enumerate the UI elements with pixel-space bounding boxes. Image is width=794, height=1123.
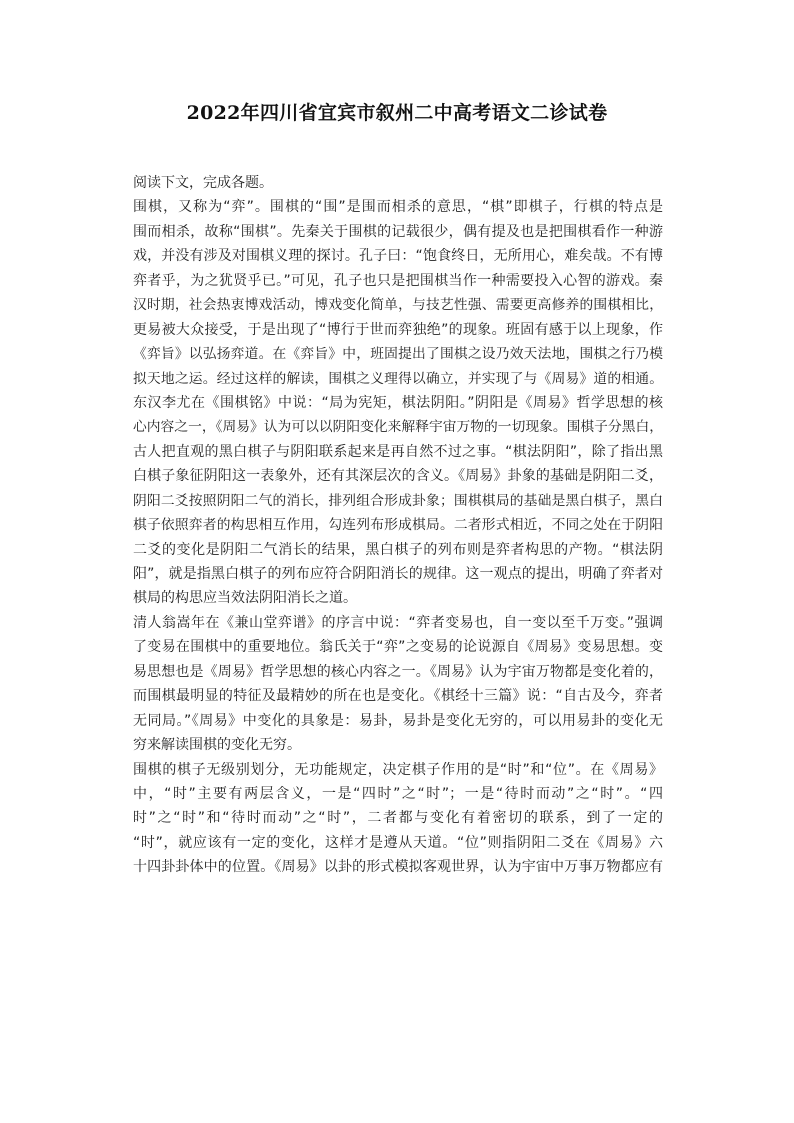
- text-line: “时”，就应该有一定的变化，这样才是遵从天道。“位”则指阴阳二爻在《周易》六: [133, 834, 663, 851]
- text-line: 十四卦卦体中的位置。《周易》以卦的形式模拟客观世界，认为宇宙中万事万物都应有: [133, 859, 663, 876]
- text-line: 弈者乎，为之犹贤乎已。”可见，孔子也只是把围棋当作一种需要投入心智的游戏。秦: [133, 272, 663, 289]
- text-line: 围而相杀，故称“围棋”。先秦关于围棋的记载很少，偶有提及也是把围棋看作一种游: [133, 223, 663, 240]
- text-line: 东汉李尤在《围棋铭》中说：“局为宪矩，棋法阴阳。”阴阳是《周易》哲学思想的核: [133, 394, 663, 411]
- text-line: 白棋子象征阴阳这一表象外，还有其深层次的含义。《周易》卦象的基础是阴阳二爻，: [133, 468, 663, 485]
- text-line: 《弈旨》以弘扬弈道。在《弈旨》中，班固提出了围棋之设乃效天法地，围棋之行乃模: [133, 346, 663, 363]
- text-line: 围棋，又称为“弈”。围棋的“围”是围而相杀的意思，“棋”即棋子，行棋的特点是: [133, 199, 663, 216]
- document-title: 2022年四川省宜宾市叙州二中高考语文二诊试卷: [186, 102, 608, 124]
- document-body: [133, 171, 663, 880]
- text-line: 穷来解读围棋的变化无穷。: [133, 737, 301, 754]
- text-line: 戏，并没有涉及对围棋义理的探讨。孔子曰：“饱食终日，无所用心，难矣哉。不有博: [133, 248, 663, 265]
- text-line: 阴阳二爻按照阴阳二气的消长，排列组合形成卦象；围棋棋局的基础是黑白棋子，黑白: [133, 492, 663, 509]
- text-line: 心内容之一，《周易》认为可以以阴阳变化来解释宇宙万物的一切现象。围棋子分黑白，: [133, 419, 663, 436]
- text-line: 棋子依照弈者的构思相互作用，勾连列布形成棋局。二者形式相近，不同之处在于阴阳: [133, 517, 663, 534]
- text-line: 更易被大众接受，于是出现了“博行于世而弈独绝”的现象。班固有感于以上现象，作: [133, 321, 663, 338]
- text-line: 汉时期，社会热衷博戏活动，博戏变化简单，与技艺性强、需要更高修养的围棋相比，: [133, 297, 663, 314]
- text-line: 中，“时”主要有两层含义，一是“四时”之“时”；一是“待时而动”之“时”。“四: [133, 785, 663, 802]
- text-line: 棋局的构思应当效法阴阳消长之道。: [133, 590, 357, 607]
- text-line: 而围棋最明显的特征及最精妙的所在也是变化。《棋经十三篇》说：“自古及今，弈者: [133, 688, 663, 705]
- text-line: 了变易在围棋中的重要地位。翁氏关于“弈”之变易的论说源自《周易》变易思想。变: [133, 639, 663, 656]
- text-line: 围棋的棋子无级别划分，无功能规定，决定棋子作用的是“时”和“位”。在《周易》: [133, 761, 663, 778]
- text-line: 阅读下文，完成各题。: [133, 175, 273, 191]
- text-line: 无同局。”《周易》中变化的具象是：易卦，易卦是变化无穷的，可以用易卦的变化无: [133, 712, 663, 729]
- text-line: 清人翁嵩年在《兼山堂弈谱》的序言中说：“弈者变易也，自一变以至千万变。”强调: [133, 614, 663, 631]
- text-line: 时”之“时”和“待时而动”之“时”，二者都与变化有着密切的联系，到了一定的: [133, 810, 663, 827]
- text-line: 古人把直观的黑白棋子与阴阳联系起来是再自然不过之事。“棋法阴阳”，除了指出黑: [133, 443, 663, 460]
- text-line: 二爻的变化是阴阳二气消长的结果，黑白棋子的列布则是弈者构思的产物。“棋法阴: [133, 541, 663, 558]
- text-line: 拟天地之运。经过这样的解读，围棋之义理得以确立，并实现了与《周易》道的相通。: [133, 370, 663, 387]
- text-line: 阳”，就是指黑白棋子的列布应符合阴阳消长的规律。这一观点的提出，明确了弈者对: [133, 566, 663, 582]
- text-line: 易思想也是《周易》哲学思想的核心内容之一。《周易》认为宇宙万物都是变化着的，: [133, 663, 663, 680]
